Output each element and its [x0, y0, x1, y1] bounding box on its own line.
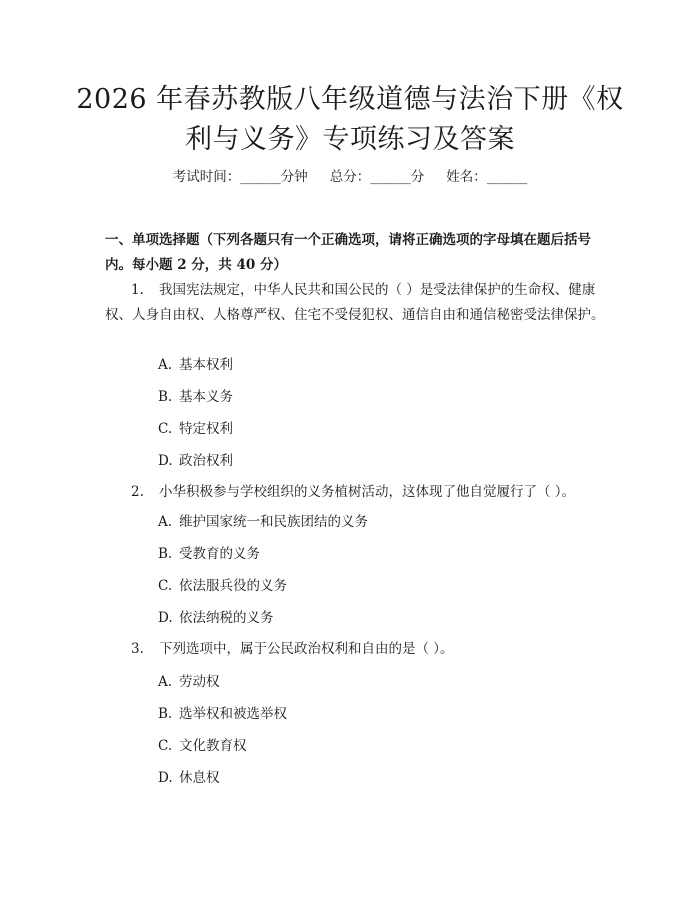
- score-label: 总分：: [329, 169, 371, 185]
- option-text: 依法纳税的义务: [179, 610, 274, 626]
- option-letter: D.: [158, 610, 173, 626]
- score-blank: ______: [370, 169, 411, 185]
- option-letter: B.: [158, 546, 173, 562]
- question-number: 3.: [131, 641, 144, 657]
- option-letter: C.: [158, 738, 173, 754]
- option-item: [158, 608, 274, 628]
- option-item: [158, 736, 247, 756]
- option-text: 基本权利: [179, 357, 233, 373]
- section-heading: 一、单项选择题（下列各题只有一个正确选项，请将正确选项的字母填在题后括号内。每小题 2 分，共 40 分）: [105, 232, 591, 273]
- option-letter: C.: [158, 578, 173, 594]
- option-text: 基本义务: [179, 389, 233, 405]
- option-letter: B.: [158, 389, 173, 405]
- question-text: 小华积极参与学校组织的义务植树活动，这体现了他自觉履行了（ ）。: [159, 484, 576, 500]
- option-text: 依法服兵役的义务: [179, 578, 287, 594]
- option-text: 劳动权: [179, 674, 220, 690]
- option-text: 维护国家统一和民族团结的义务: [179, 514, 368, 530]
- option-item: [158, 355, 233, 375]
- option-item: [158, 768, 220, 788]
- name-blank: ______: [486, 169, 528, 185]
- option-text: 特定权利: [179, 421, 233, 437]
- option-item: [158, 704, 287, 724]
- name-label: 姓名：: [446, 169, 487, 185]
- question-stem: [105, 278, 605, 328]
- document-title: [60, 80, 640, 160]
- option-text: 休息权: [179, 770, 220, 786]
- option-letter: D.: [158, 453, 173, 469]
- time-label: 考试时间：: [172, 169, 241, 185]
- title-line-2: 利与义务》专项练习及答案: [185, 124, 515, 155]
- option-item: [158, 576, 287, 596]
- option-item: [158, 387, 233, 407]
- option-item: [158, 451, 233, 471]
- option-text: 受教育的义务: [179, 546, 260, 562]
- question-number: 2.: [131, 484, 144, 500]
- title-line-1: 2026 年春苏教版八年级道德与法治下册《权: [76, 84, 624, 115]
- question-stem: [105, 480, 605, 505]
- option-letter: D.: [158, 770, 173, 786]
- option-letter: B.: [158, 706, 173, 722]
- option-item: [158, 512, 368, 532]
- question-text: 下列选项中，属于公民政治权利和自由的是（ ）。: [159, 641, 454, 657]
- question-number: 1.: [131, 282, 144, 298]
- option-letter: A.: [158, 357, 173, 373]
- option-item: [158, 672, 220, 692]
- option-text: 选举权和被选举权: [179, 706, 287, 722]
- time-unit: 分钟: [280, 169, 308, 185]
- option-letter: A.: [158, 514, 173, 530]
- question-text: 我国宪法规定，中华人民共和国公民的（ ）是受法律保护的生命权、健康权、人身自由权、人格尊严权、住宅不受侵犯权、通信自由和通信秘密受法律保护。: [105, 282, 605, 323]
- option-letter: C.: [158, 421, 173, 437]
- question-stem: [105, 637, 605, 662]
- exam-info-line: [0, 167, 700, 187]
- option-letter: A.: [158, 674, 173, 690]
- option-item: [158, 419, 233, 439]
- option-text: 政治权利: [179, 453, 233, 469]
- option-item: [158, 544, 260, 564]
- time-blank: ______: [240, 169, 281, 185]
- score-unit: 分: [410, 169, 425, 185]
- option-text: 文化教育权: [179, 738, 247, 754]
